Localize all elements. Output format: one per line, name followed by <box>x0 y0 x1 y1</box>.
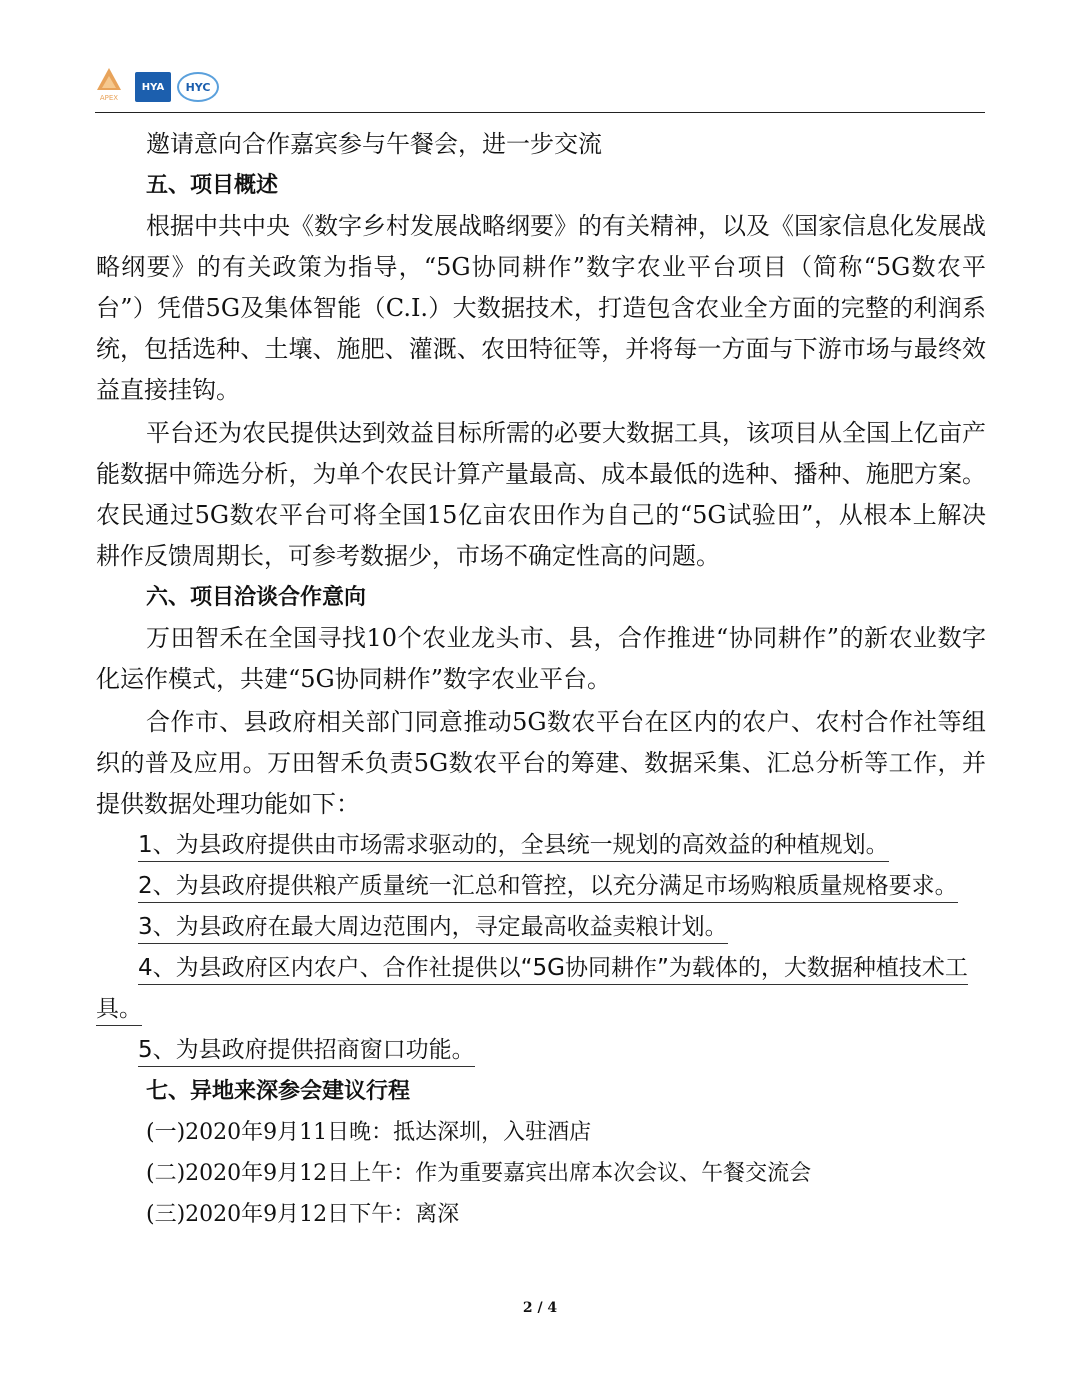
function-item-2 <box>96 866 986 907</box>
page-number: 2 / 4 <box>522 1300 558 1316</box>
section5-heading: 五、项目概述 <box>146 173 279 198</box>
function-item-1 <box>96 825 986 866</box>
schedule-item-2: (二)2020年9月12日上午：作为重要嘉宾出席本次会议、午餐交流会 <box>146 1161 812 1186</box>
function-item-3 <box>96 907 986 948</box>
schedule-item-1: (一)2020年9月11日晚：抵达深圳，入驻酒店 <box>146 1120 592 1145</box>
apex-logo-text: APEX <box>99 94 119 102</box>
apex-logo <box>95 64 123 104</box>
function-item-5-text: 5、为县政府提供招商窗口功能。 <box>138 1037 475 1067</box>
section5-paragraph-1: 根据中共中央《数字乡村发展战略纲要》的有关精神，以及《国家信息化发展战略纲要》的有关政策为指导，“5G协同耕作”数字农业平台项目（简称“5G数农平台”）凭借5G及集体智能（C.I.）大数据技术，打造包含农业全方面的完整的利润系统，包括选种、土壤、施肥、灌溉、农田特征等，并将每一方面与下游市场与最终效益直接挂钩。 <box>96 212 986 404</box>
document-body <box>96 124 986 1235</box>
function-item-4-text: 4、为县政府区内农户、合作社提供以“5G协同耕作”为载体的，大数据种植技术工具。 <box>96 955 968 1026</box>
function-item-5 <box>96 1030 986 1071</box>
intro-line: 邀请意向合作嘉宾参与午餐会，进一步交流 <box>146 130 602 158</box>
section6-paragraph-2: 合作市、县政府相关部门同意推动5G数农平台在区内的农户、农村合作社等组织的普及应用。万田智禾负责5G数农平台的筹建、数据采集、汇总分析等工作，并提供数据处理功能如下： <box>96 708 986 818</box>
page-header <box>95 60 985 113</box>
schedule-item-3: (三)2020年9月12日下午：离深 <box>146 1202 460 1227</box>
function-item-4 <box>96 948 986 1030</box>
function-item-2-text: 2、为县政府提供粮产质量统一汇总和管控，以充分满足市场购粮质量规格要求。 <box>138 873 958 903</box>
hyc-logo: HYC <box>177 72 219 102</box>
section6-paragraph-1: 万田智禾在全国寻找10个农业龙头市、县，合作推进“协同耕作”的新农业数字化运作模式，共建“5G协同耕作”数字农业平台。 <box>96 624 986 693</box>
section7-heading: 七、异地来深参会建议行程 <box>146 1079 411 1104</box>
function-item-1-text: 1、为县政府提供由市场需求驱动的，全县统一规划的高效益的种植规划。 <box>138 832 889 862</box>
function-item-3-text: 3、为县政府在最大周边范围内，寻定最高收益卖粮计划。 <box>138 914 728 944</box>
section5-paragraph-2: 平台还为农民提供达到效益目标所需的必要大数据工具，该项目从全国上亿亩产能数据中筛选分析，为单个农民计算产量最高、成本最低的选种、播种、施肥方案。农民通过5G数农平台可将全国15亿亩农田作为自己的“5G试验田”，从根本上解决耕作反馈周期长，可参考数据少，市场不确定性高的问题。 <box>96 419 986 570</box>
hya-logo: HYA <box>135 72 171 102</box>
section6-heading: 六、项目洽谈合作意向 <box>146 585 367 610</box>
